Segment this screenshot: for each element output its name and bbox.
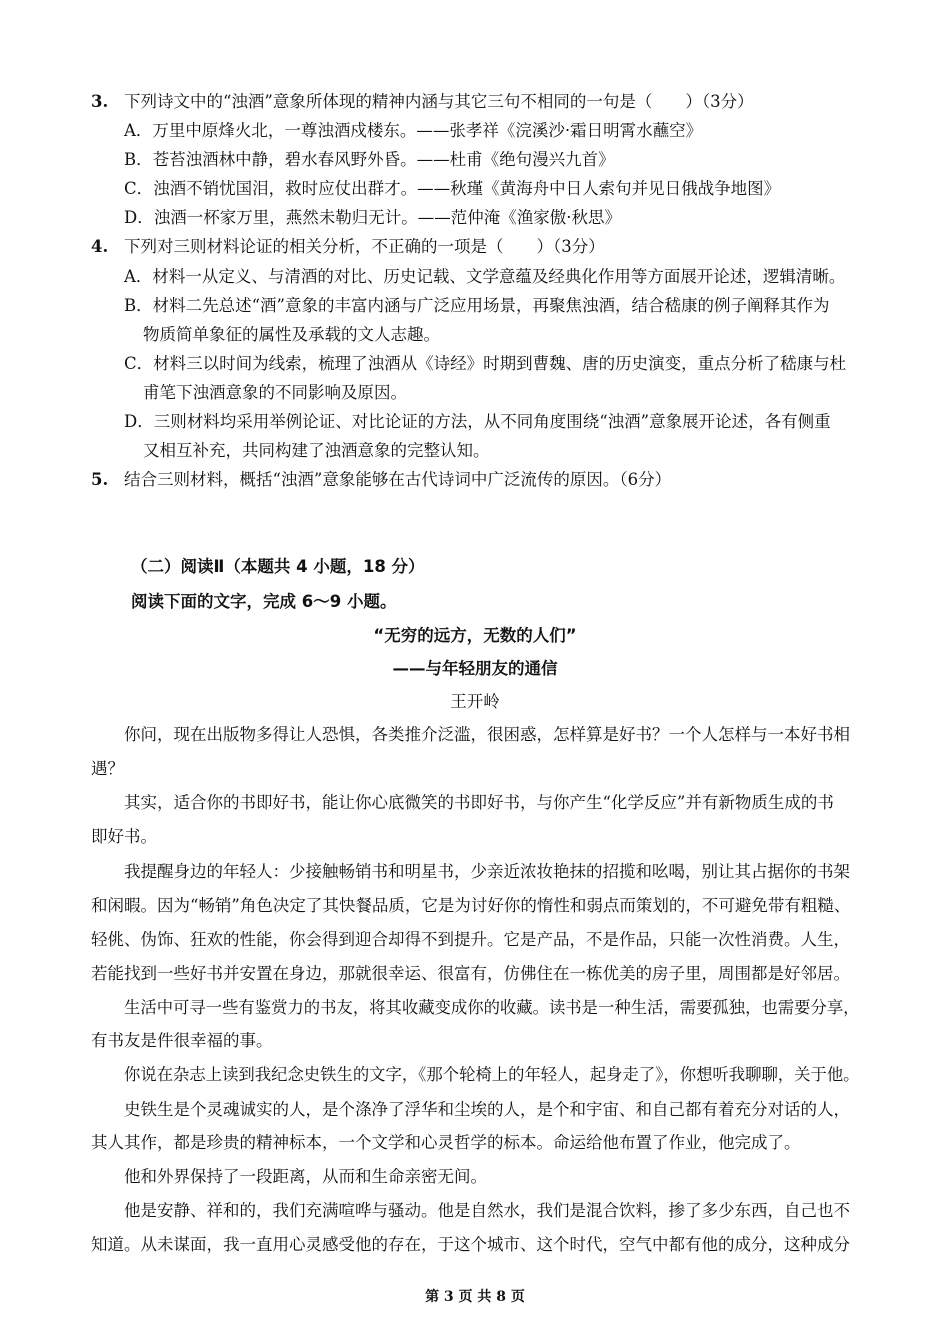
article-paragraph-line: 即好书。 bbox=[91, 827, 157, 846]
article-paragraph-line: 生活中可寻一些有鉴赏力的书友，将其收藏变成你的收藏。读书是一种生活，需要孤独，也需要分享， bbox=[124, 998, 860, 1017]
article-paragraph-line: 遇？ bbox=[91, 759, 124, 778]
section-instruction: 阅读下面的文字，完成 6～9 小题。 bbox=[131, 592, 397, 611]
question-3-option-b: B．苍苔浊酒林中静，碧水春风野外昏。——杜甫《绝句漫兴九首》 bbox=[124, 150, 615, 169]
article-author: 王开岭 bbox=[450, 692, 500, 711]
question-4-option-d-cont: 又相互补充，共同构建了浊酒意象的完整认知。 bbox=[143, 441, 490, 460]
article-paragraph-line: 我提醒身边的年轻人：少接触畅销书和明星书，少亲近浓妆艳抹的招揽和吆喝，别让其占据你的书架 bbox=[124, 862, 850, 881]
section-heading: （二）阅读Ⅱ（本题共 4 小题，18 分） bbox=[131, 557, 425, 576]
article-subtitle: ——与年轻朋友的通信 bbox=[392, 659, 558, 678]
question-3-option-c: C．浊酒不销忧国泪，救时应仗出群才。——秋瑾《黄海舟中日人索句并见日俄战争地图》 bbox=[124, 179, 781, 198]
question-4-option-c: C．材料三以时间为线索，梳理了浊酒从《诗经》时期到曹魏、唐的历史演变，重点分析了嵇康与杜 bbox=[124, 354, 847, 373]
question-4-option-b-cont: 物质简单象征的属性及承载的文人志趣。 bbox=[143, 325, 440, 344]
question-4-option-c-cont: 甫笔下浊酒意象的不同影响及原因。 bbox=[143, 383, 407, 402]
article-paragraph-line: 他和外界保持了一段距离，从而和生命亲密无间。 bbox=[124, 1167, 487, 1186]
question-3-text: 下列诗文中的“浊酒”意象所体现的精神内涵与其它三句不相同的一句是（ ）（3分） bbox=[124, 92, 754, 111]
article-paragraph-line: 若能找到一些好书并安置在身边，那就很幸运、很富有，仿佛住在一栋优美的房子里，周围都是好邻居。 bbox=[91, 964, 850, 983]
article-paragraph-line: 轻佻、伪饰、狂欢的性能，你会得到迎合却得不到提升。它是产品，不是作品，只能一次性消费。人生， bbox=[91, 930, 850, 949]
article-paragraph-line: 史铁生是个灵魂诚实的人，是个涤净了浮华和尘埃的人，是个和宇宙、和自己都有着充分对话的人， bbox=[124, 1100, 850, 1119]
page-number-footer: 第 3 页 共 8 页 bbox=[425, 1289, 525, 1305]
article-paragraph-line: 你说在杂志上读到我纪念史铁生的文字，《那个轮椅上的年轻人，起身走了》，你想听我聊聊，关于他。 bbox=[124, 1065, 860, 1084]
article-paragraph-line: 你问，现在出版物多得让人恐惧，各类推介泛滥，很困惑，怎样算是好书？一个人怎样与一本好书相 bbox=[124, 725, 850, 744]
question-3-option-a: A．万里中原烽火北，一尊浊酒戍楼东。——张孝祥《浣溪沙·霜日明霄水蘸空》 bbox=[124, 121, 703, 140]
article-paragraph-line: 和闲暇。因为“畅销”角色决定了其快餐品质，它是为讨好你的惰性和弱点而策划的，不可避免带有粗糙、 bbox=[91, 896, 851, 915]
article-paragraph-line: 知道。从未谋面，我一直用心灵感受他的存在，于这个城市、这个时代，空气中都有他的成分，这种成分 bbox=[91, 1235, 850, 1254]
question-4-number: 4. bbox=[91, 237, 109, 256]
question-5-stem bbox=[91, 469, 671, 491]
question-4-option-a: A．材料一从定义、与清酒的对比、历史记载、文学意蕴及经典化作用等方面展开论述，逻辑清晰。 bbox=[124, 267, 846, 286]
question-3-stem bbox=[91, 91, 754, 113]
question-5-text: 结合三则材料，概括“浊酒”意象能够在古代诗词中广泛流传的原因。（6分） bbox=[124, 470, 672, 489]
question-4-option-d: D．三则材料均采用举例论证、对比论证的方法，从不同角度围绕“浊酒”意象展开论述，各有侧重 bbox=[124, 412, 831, 431]
article-paragraph-line: 有书友是件很幸福的事。 bbox=[91, 1031, 273, 1050]
question-4-stem bbox=[91, 236, 605, 258]
question-3-option-d: D．浊酒一杯家万里，燕然未勒归无计。——范仲淹《渔家傲·秋思》 bbox=[124, 208, 621, 227]
question-4-option-b: B．材料二先总述“酒”意象的丰富内涵与广泛应用场景，再聚焦浊酒，结合嵇康的例子阐释其作为 bbox=[124, 296, 830, 315]
question-4-text: 下列对三则材料论证的相关分析，不正确的一项是（ ）（3分） bbox=[124, 237, 605, 256]
article-paragraph-line: 其人其作，都是珍贵的精神标本，一个文学和心灵哲学的标本。命运给他布置了作业，他完成了。 bbox=[91, 1133, 801, 1152]
article-title: “无穷的远方，无数的人们” bbox=[373, 626, 577, 645]
question-5-number: 5. bbox=[91, 470, 109, 489]
article-paragraph-line: 其实，适合你的书即好书，能让你心底微笑的书即好书，与你产生“化学反应”并有新物质生成的书 bbox=[124, 793, 834, 812]
question-3-number: 3. bbox=[91, 92, 109, 111]
article-paragraph-line: 他是安静、祥和的，我们充满喧哗与骚动。他是自然水，我们是混合饮料，掺了多少东西，自己也不 bbox=[124, 1201, 850, 1220]
